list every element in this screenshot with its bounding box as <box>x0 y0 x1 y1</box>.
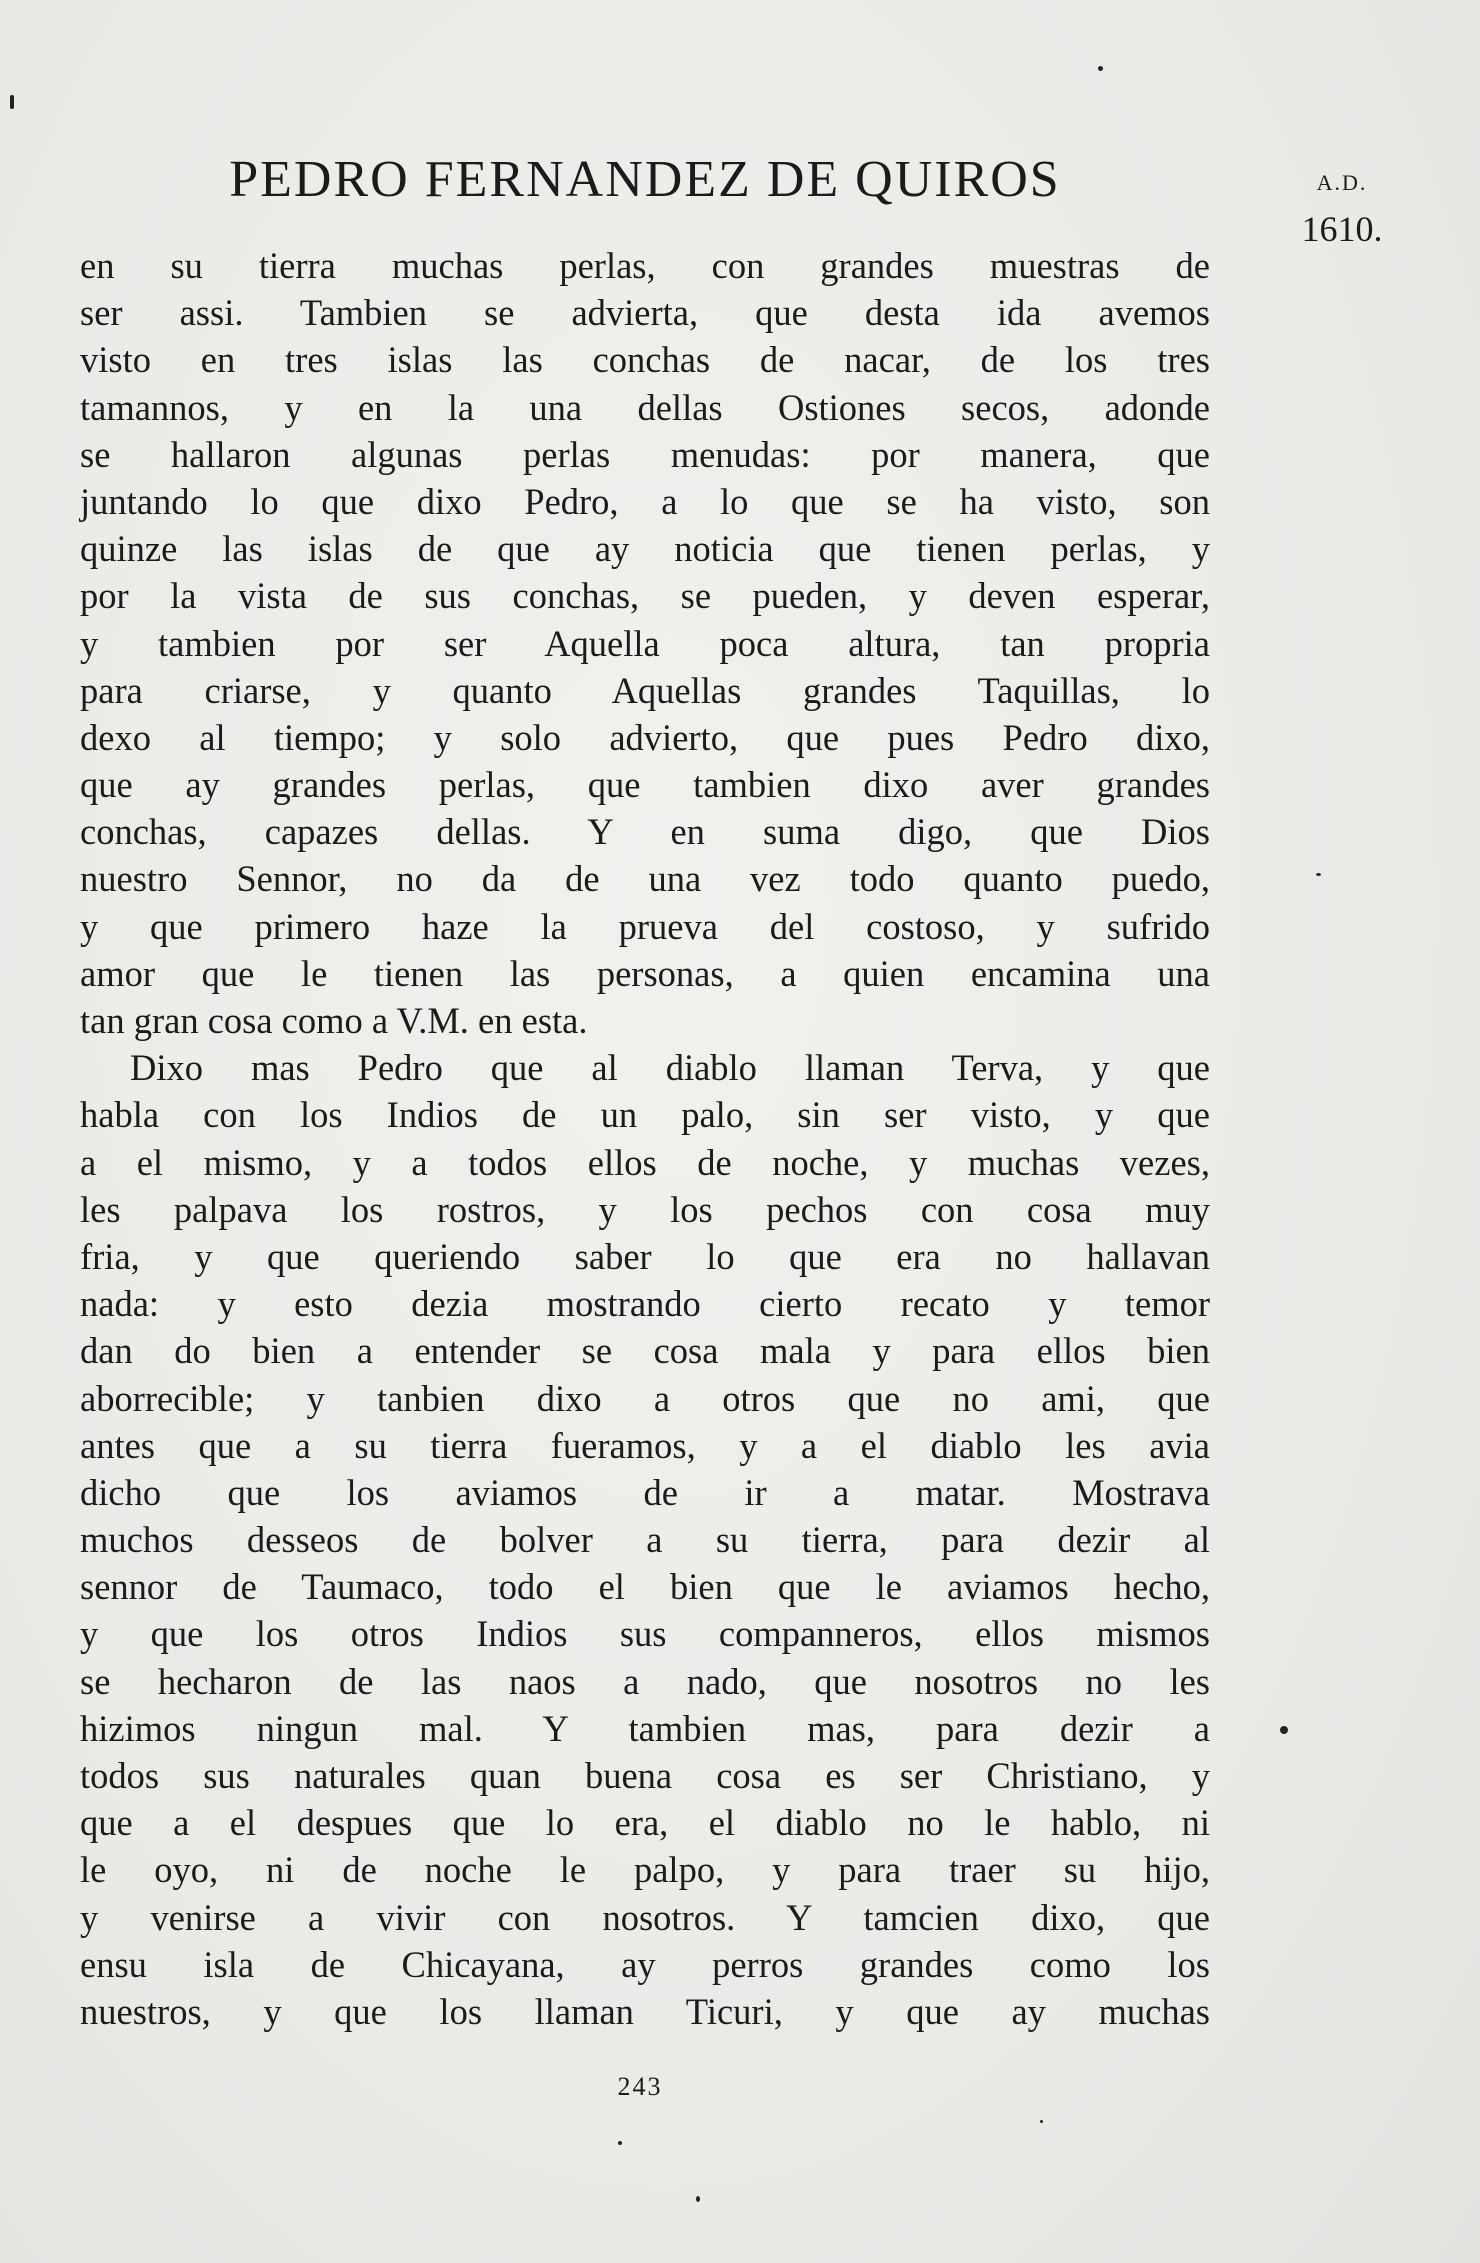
text-line: nuestros, y que los llaman Ticuri, y que ay muchas <box>80 1990 1210 2032</box>
text-line: ensu isla de Chicayana, ay perros grandes como los <box>80 1943 1210 1985</box>
text-line: quinze las islas de que ay noticia que tienen perlas, y <box>80 528 1210 570</box>
text-line: habla con los Indios de un palo, sin ser visto, y que <box>80 1094 1210 1136</box>
text-line: en su tierra muchas perlas, con grandes muestras de <box>80 245 1210 286</box>
text-line: ser assi. Tambien se advierta, que desta ida avemos <box>80 292 1210 334</box>
page-number: 243 <box>617 2072 663 2101</box>
text-line: dan do bien a entender se cosa mala y para ellos bien <box>80 1330 1210 1372</box>
text-line: nuestro Sennor, no da de una vez todo quanto puedo, <box>80 858 1210 900</box>
text-line: y venirse a vivir con nosotros. Y tamcien dixo, que <box>80 1896 1210 1938</box>
scan-speck <box>1040 2120 1043 2123</box>
margin-note-era: A.D. <box>1316 170 1368 195</box>
text-line: se hallaron algunas perlas menudas: por manera, que <box>80 433 1210 475</box>
margin-note-year: 1610. <box>1301 209 1383 249</box>
scan-speck <box>1098 66 1103 71</box>
text-line: sennor de Taumaco, todo el bien que le aviamos hecho, <box>80 1566 1210 1608</box>
text-line: dicho que los aviamos de ir a matar. Mostrava <box>80 1471 1210 1513</box>
scan-speck <box>1280 1726 1288 1734</box>
scan-speck <box>10 95 14 109</box>
text-line: dexo al tiempo; y solo advierto, que pues Pedro dixo, <box>80 716 1210 758</box>
text-line: visto en tres islas las conchas de nacar, de los tres <box>80 339 1210 381</box>
text-line: antes que a su tierra fueramos, y a el diablo les avia <box>80 1424 1210 1466</box>
text-line: juntando lo que dixo Pedro, a lo que se ha visto, son <box>80 480 1210 522</box>
text-line: que ay grandes perlas, que tambien dixo aver grandes <box>80 764 1210 806</box>
text-line: les palpava los rostros, y los pechos con cosa muy <box>80 1188 1210 1230</box>
text-line: tamannos, y en la una dellas Ostiones secos, adonde <box>80 386 1210 428</box>
text-line: y tambien por ser Aquella poca altura, tan propria <box>80 622 1210 664</box>
paragraph-1 <box>80 242 1210 1044</box>
text-line: aborrecible; y tanbien dixo a otros que no ami, que <box>80 1377 1210 1419</box>
text-line: Dixo mas Pedro que al diablo llaman Terva, y que <box>130 1047 1210 1089</box>
text-line: a el mismo, y a todos ellos de noche, y muchas vezes, <box>80 1141 1210 1183</box>
text-line: hizimos ningun mal. Y tambien mas, para dezir a <box>80 1707 1210 1749</box>
text-line: todos sus naturales quan buena cosa es ser Christiano, y <box>80 1755 1210 1796</box>
text-line: por la vista de sus conchas, se pueden, y deven esperar, <box>80 575 1210 617</box>
body-text <box>80 242 1210 2035</box>
text-line: le oyo, ni de noche le palpo, y para traer su hijo, <box>80 1849 1210 1891</box>
scan-speck <box>618 2141 622 2145</box>
text-line: que a el despues que lo era, el diablo no le hablo, ni <box>80 1802 1210 1844</box>
text-line: tan gran cosa como a V.M. en esta. <box>80 1000 588 1041</box>
text-line: muchos desseos de bolver a su tierra, para dezir al <box>80 1519 1210 1561</box>
running-title: PEDRO FERNANDEZ DE QUIROS <box>229 151 1061 208</box>
text-line: y que los otros Indios sus companneros, ellos mismos <box>80 1613 1210 1655</box>
text-line: y que primero haze la prueva del costoso, y sufrido <box>80 905 1210 947</box>
text-line: se hecharon de las naos a nado, que nosotros no les <box>80 1660 1210 1702</box>
scan-speck <box>1316 873 1321 876</box>
text-line: conchas, capazes dellas. Y en suma digo, que Dios <box>80 811 1210 853</box>
text-line: fria, y que queriendo saber lo que era no hallavan <box>80 1235 1210 1277</box>
text-line: nada: y esto dezia mostrando cierto recato y temor <box>80 1283 1210 1325</box>
text-line: amor que le tienen las personas, a quien encamina una <box>80 952 1210 994</box>
scan-speck <box>696 2196 700 2202</box>
text-line: para criarse, y quanto Aquellas grandes Taquillas, lo <box>80 669 1210 711</box>
paragraph-2 <box>80 1044 1210 2035</box>
